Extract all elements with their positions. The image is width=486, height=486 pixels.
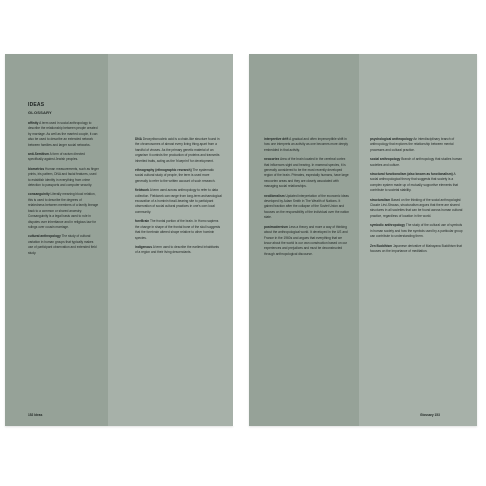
glossary-term: fieldwork — [135, 188, 149, 193]
glossary-definition: Area of the brain located in the cerebral cortex that influences sight and hearing. In mammal species, it is generally considered to be the most recently developed region of the brain. Primates, especially humans, have large neocortex areas and they are closely associated with managing social relationships. — [264, 157, 349, 189]
section-heading: IDEAS — [28, 102, 45, 108]
glossary-entry — [28, 234, 99, 256]
glossary-definition: An interdisciplinary branch of anthropology that explores the relationship between mental processes and cultural practice. — [370, 137, 455, 152]
glossary-term: structural functionalism (also known as functionalism) — [370, 172, 453, 177]
glossary-term: cultural anthropology — [28, 234, 61, 239]
glossary-entry — [28, 121, 99, 148]
book-gutter — [233, 54, 249, 426]
glossary-term: DNA — [135, 137, 142, 141]
glossary-definition: A social anthropological theory that suggests that society is a complex system made up of mutually supportive elements that contribute to societal stability. — [370, 172, 459, 193]
glossary-definition: Updated interpretation of the economic ideas developed by Adam Smith in The Wealth of Nations. It gained traction after the collapse of the Soviet Union and focuses on the responsibility of the individual over the nation state. — [264, 193, 350, 220]
glossary-term: consanguinity — [28, 192, 50, 197]
glossary-definition: Branch of anthropology that studies human societies and culture. — [370, 157, 462, 167]
glossary-definition: The study of cultural variation in human groups that typically makes use of participant observation and extended field study. — [28, 234, 97, 255]
glossary-entry — [135, 245, 222, 256]
glossary-definition: A gradual and often imperceptible shift in how one interprets an activity as one becomes more deeply embedded in that activity. — [264, 137, 348, 152]
glossary-term: social anthropology — [370, 157, 401, 162]
glossary-term: postmodernism — [264, 224, 288, 229]
glossary-term: interpretive drift — [264, 137, 289, 141]
glossary-definition: Literally meaning blood relation, this is used to describe the degrees of relatedness between members of a family lineage back to a common or shared ancestry. Consanguinity is a legal basis used to rule in disputes over inheritance and in religious law for rulings over cousin marriage. — [28, 192, 99, 229]
glossary-definition: A form of racism directed specifically against Jewish peoples. — [28, 152, 85, 162]
glossary-definition: Japanese derivative of Mahayana Buddhism that focuses on the importance of meditation. — [370, 243, 462, 253]
glossary-entry — [370, 172, 463, 194]
glossary-entry — [264, 194, 350, 221]
glossary-term: neocortex — [264, 157, 280, 162]
right-page-number: Glossary 153 — [420, 413, 440, 417]
glossary-entry — [28, 192, 99, 230]
right-column-1 — [264, 137, 350, 261]
glossary-term: biometrics — [28, 166, 45, 171]
left-column-1 — [28, 121, 99, 260]
glossary-definition: A term used in social anthropology to describe the relationship between people created by marriage. As well as the married couple, it can also be used to describe an extended network between families and larger social networks. — [28, 121, 98, 147]
glossary-term: neoliberalism — [264, 193, 285, 198]
glossary-term: psychological anthropology — [370, 137, 413, 141]
glossary-definition: Less a theory and more a way of thinking about the anthropological world. It developed in the US and France in the 1960s and argues that everything that we know about the world is our own construction based on our experiences and prejudices and must be deconstructed through anthropological discourse. — [264, 224, 348, 256]
right-column-2 — [370, 137, 463, 258]
glossary-definition: The study of the cultural use of symbols in human society and how the symbols used by a particular group can contribute to understanding them. — [370, 223, 463, 239]
glossary-term: affinity — [28, 121, 39, 125]
glossary-term: structuralism — [370, 197, 391, 202]
glossary-entry — [370, 223, 463, 239]
glossary-entry — [370, 137, 463, 153]
glossary-term: ethnography (ethnographic research) — [135, 168, 192, 173]
left-column-2 — [135, 137, 222, 260]
glossary-definition: Human measurements, such as finger prints, iris pattern, DNA and facial features, used to establish identity in everything from crime detection to passports and computer security. — [28, 166, 99, 188]
glossary-term: anti-Semitism — [28, 152, 49, 157]
glossary-entry — [370, 244, 463, 255]
glossary-term: Zen Buddhism — [370, 243, 393, 248]
glossary-entry — [370, 157, 463, 168]
section-subheading: GLOSSARY — [28, 110, 52, 115]
glossary-entry — [28, 152, 99, 163]
glossary-entry — [370, 198, 463, 220]
glossary-definition: A term used across anthropology to refer to data collection. Fieldwork can range from long-term archaeological excavation of a hominin fossil-bearing site to participant observation of social cultural practices in one's own local community. — [135, 188, 222, 214]
glossary-entry — [264, 137, 350, 153]
glossary-definition: Deoxyribonucleic acid is a chain-like structure found in the chromosomes of almost every living thing apart from a handful of viruses. As the primary genetic material of an organism it controls the production of proteins and transmits inherited traits, acting as the 'blueprint' for development. — [135, 137, 220, 163]
glossary-term: symbolic anthropology — [370, 223, 406, 228]
glossary-entry — [264, 157, 350, 189]
glossary-entry — [135, 219, 222, 241]
glossary-entry — [135, 188, 222, 215]
glossary-entry — [135, 168, 222, 184]
glossary-term: indigenous — [135, 244, 152, 249]
glossary-entry — [28, 167, 99, 189]
glossary-entry — [264, 225, 350, 257]
glossary-definition: The frontal portion of the brain. In Homo sapiens the change in shape of the frontal bone of the skull suggests that the forebrain altered shape relative to other hominin species. — [135, 219, 221, 240]
glossary-definition: Based on the thinking of the social anthropologist Claude Lévi-Strauss, structuralism argues that there are shared structures in all societies that can be found across human cultural practice, regardless of location in the world. — [370, 197, 463, 218]
left-page-number: 152 Ideas — [28, 413, 43, 417]
glossary-definition: The systematic social cultural study of people, the term is used more generally to refer to the written account of such research. — [135, 168, 216, 183]
glossary-definition: A term used to describe the earliest inhabitants of a region and their living descendants. — [135, 244, 219, 255]
glossary-entry — [135, 137, 222, 164]
glossary-term: foreBrain — [135, 219, 150, 224]
